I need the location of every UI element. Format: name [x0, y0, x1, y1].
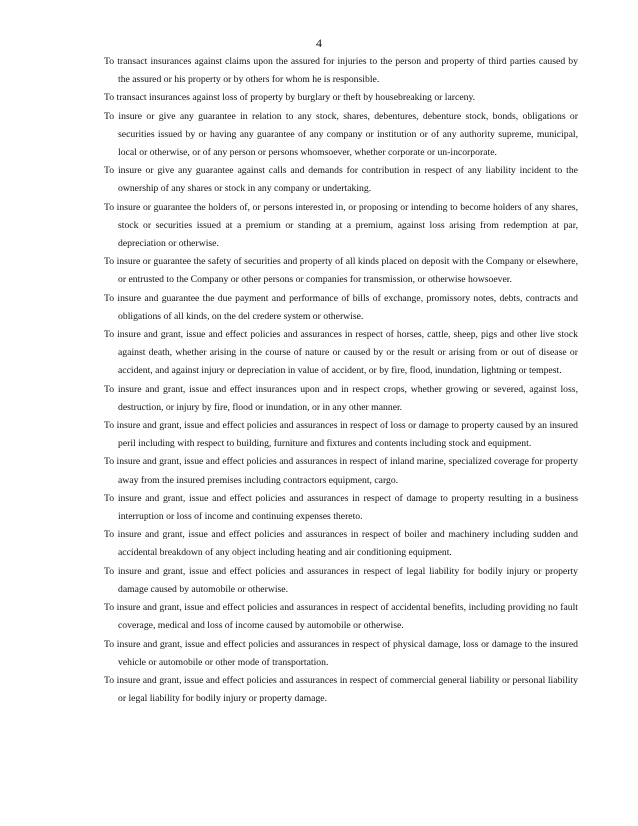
- paragraph: To insure and grant, issue and effect policies and assurances in respect of legal liability for bodily injury or property damage caused by automobile or otherwise.: [104, 565, 578, 595]
- paragraph: To insure and grant, issue and effect policies and assurances in respect of horses, cattle, sheep, pigs and other live stock against death, whether arising in the course of nature or caused by or the result or arising from or out of disease or accident, and against injury or depreciation in value of accident, or by fire, flood, inundation, lightning or tempest.: [104, 329, 578, 377]
- paragraph: To insure and grant, issue and effect policies and assurances in respect of accidental benefits, including providing no fault coverage, medical and loss of income caused by automobile or otherwise.: [104, 602, 578, 632]
- paragraph: To transact insurances against claims upon the assured for injuries to the person and property of third parties caused by the assured or his property or by others for whom he is responsible.: [104, 56, 578, 86]
- paragraph: To insure or guarantee the safety of securities and property of all kinds placed on deposit with the Company or elsewhere, or entrusted to the Company or other persons or companies for transmission, or otherwise howsoever.: [104, 256, 578, 286]
- paragraph: To insure and grant, issue and effect policies and assurances in respect of boiler and machinery including sudden and accidental breakdown of any object including heating and air conditioning equipment.: [104, 529, 578, 559]
- paragraph: To insure and guarantee the due payment and performance of bills of exchange, promissory notes, debts, contracts and obligations of all kinds, on the del credere system or otherwise.: [104, 292, 578, 322]
- paragraph: To insure and grant, issue and effect insurances upon and in respect crops, whether growing or severed, against loss, destruction, or injury by fire, flood or inundation, or in any other manner.: [104, 383, 578, 413]
- paragraph: To insure or give any guarantee against calls and demands for contribution in respect of any liability incident to the ownership of any shares or stock in any company or undertaking.: [104, 165, 578, 195]
- page-body: [104, 53, 578, 708]
- paragraph: To insure and grant, issue and effect policies and assurances in respect of loss or damage to property caused by an insured peril including with respect to building, furniture and fixtures and contents including stock and equipment.: [104, 420, 578, 450]
- paragraph: To insure or guarantee the holders of, or persons interested in, or proposing or intending to become holders of any shares, stock or securities issued at a premium or standing at a premium, against loss arising from redemption at par, depreciation or otherwise.: [104, 201, 578, 250]
- paragraph: To insure and grant, issue and effect policies and assurances in respect of inland marine, specialized coverage for property away from the insured premises including contractors equipment, cargo.: [104, 456, 578, 486]
- page-number: 4: [316, 36, 322, 50]
- paragraph: To insure and grant, issue and effect policies and assurances in respect of commercial general liability or personal liability or legal liability for bodily injury or property damage.: [104, 674, 578, 705]
- paragraph: To insure and grant, issue and effect policies and assurances in respect of damage to property resulting in a business interruption or loss of income and continuing expenses thereto.: [104, 492, 578, 523]
- paragraph: To insure and grant, issue and effect policies and assurances in respect of physical damage, loss or damage to the insured vehicle or automobile or other mode of transportation.: [104, 638, 578, 668]
- paragraph: To insure or give any guarantee in relation to any stock, shares, debentures, debenture stock, bonds, obligations or securities issued by or having any guarantee of any company or institution or of any authority supreme, municipal, local or otherwise, or of any person or persons whomsoever, whether corporate or un-incorporate.: [104, 110, 578, 159]
- paragraph: To transact insurances against loss of property by burglary or theft by housebreaking or larceny.: [104, 92, 476, 104]
